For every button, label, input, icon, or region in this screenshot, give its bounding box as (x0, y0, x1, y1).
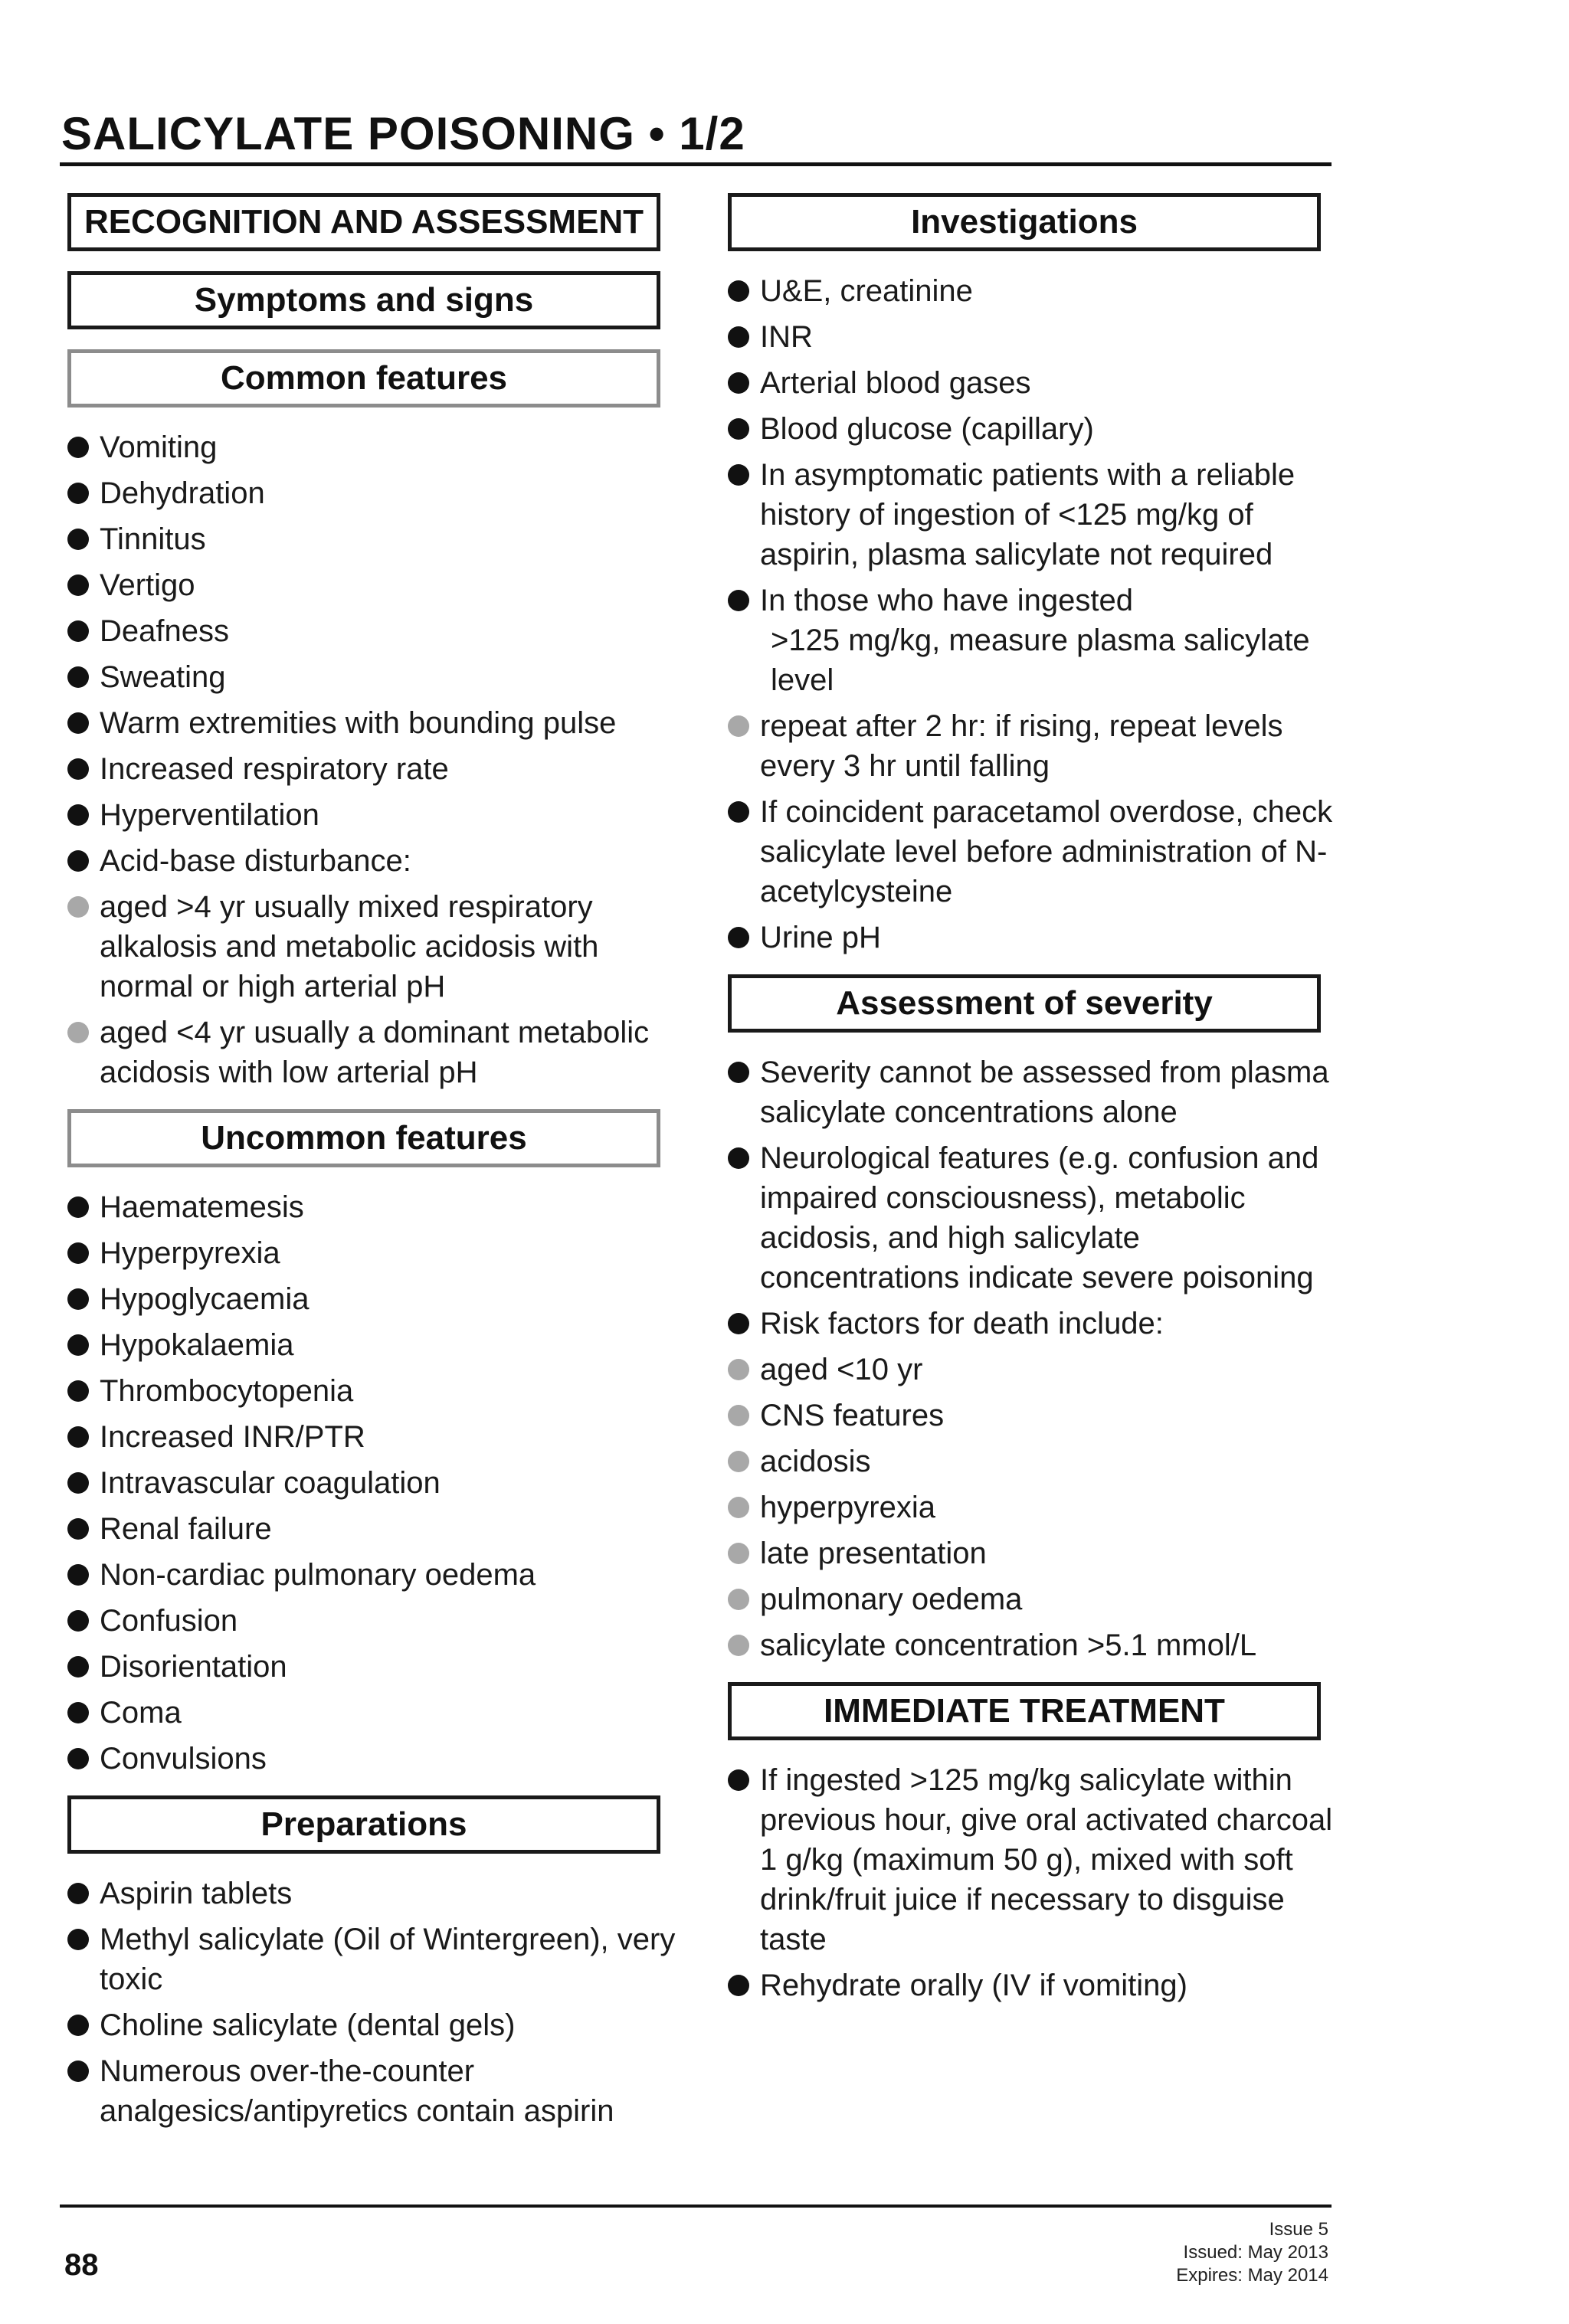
common-features-heading: Common features (67, 349, 660, 408)
immediate-treatment-heading: IMMEDIATE TREATMENT (728, 1682, 1321, 1740)
severity-list (728, 1052, 1341, 1665)
list-item: Severity cannot be assessed from plasma salicylate concentrations alone (728, 1052, 1341, 1132)
list-item: Thrombocytopenia (67, 1371, 680, 1411)
list-item: Increased respiratory rate (67, 749, 680, 789)
list-item: Increased INR/PTR (67, 1417, 680, 1457)
list-item: Hypoglycaemia (67, 1279, 680, 1319)
list-item: Choline salicylate (dental gels) (67, 2005, 680, 2045)
sub-list-item: repeat after 2 hr: if rising, repeat levels every 3 hr until falling (728, 706, 1341, 786)
assessment-severity-heading: Assessment of severity (728, 974, 1321, 1033)
list-item: Convulsions (67, 1739, 680, 1779)
list-item: Dehydration (67, 473, 680, 513)
list-item: Arterial blood gases (728, 363, 1341, 403)
symptoms-signs-heading: Symptoms and signs (67, 271, 660, 329)
list-item: Intravascular coagulation (67, 1463, 680, 1503)
list-item: Rehydrate orally (IV if vomiting) (728, 1966, 1341, 2005)
list-item: Methyl salicylate (Oil of Wintergreen), very toxic (67, 1920, 680, 1999)
recognition-assessment-heading: RECOGNITION AND ASSESSMENT (67, 193, 660, 251)
list-item: Hyperventilation (67, 795, 680, 835)
common-features-list (67, 427, 680, 1092)
issue-number: Issue 5 (1269, 2219, 1328, 2240)
page-number: 88 (64, 2248, 99, 2282)
list-item-text-continued: >125 mg/kg, measure plasma salicylate level (771, 624, 1310, 697)
uncommon-features-list (67, 1187, 680, 1779)
list-item: Disorientation (67, 1647, 680, 1687)
list-item: Blood glucose (capillary) (728, 409, 1341, 449)
sub-list-item: aged >4 yr usually mixed respiratory alkalosis and metabolic acidosis with normal or high arterial pH (67, 887, 680, 1007)
sub-list-item: salicylate concentration >5.1 mmol/L (728, 1625, 1341, 1665)
list-item: Tinnitus (67, 519, 680, 559)
sub-list-item: late presentation (728, 1534, 1341, 1573)
list-item: Warm extremities with bounding pulse (67, 703, 680, 743)
list-item: Vertigo (67, 565, 680, 605)
list-item: Urine pH (728, 918, 1341, 957)
list-item: In asymptomatic patients with a reliable history of ingestion of <125 mg/kg of aspirin, plasma salicylate not required (728, 455, 1341, 574)
footer-divider (60, 2205, 1332, 2208)
list-item: Acid-base disturbance: (67, 841, 680, 881)
uncommon-features-heading: Uncommon features (67, 1109, 660, 1167)
list-item: If ingested >125 mg/kg salicylate within previous hour, give oral activated charcoal 1 g/kg (maximum 50 g), mixed with soft drink/fruit juice if necessary to disguise taste (728, 1760, 1341, 1959)
list-item: Numerous over-the-counter analgesics/antipyretics contain aspirin (67, 2051, 680, 2131)
list-item: If coincident paracetamol overdose, check salicylate level before administration of N-acetylcysteine (728, 792, 1341, 912)
sub-list-item: aged <10 yr (728, 1350, 1341, 1389)
list-item: Non-cardiac pulmonary oedema (67, 1555, 680, 1595)
list-item: U&E, creatinine (728, 271, 1341, 311)
sub-list-item: acidosis (728, 1442, 1341, 1481)
issue-info (1176, 2218, 1328, 2287)
list-item-text: In those who have ingested (760, 584, 1134, 617)
investigations-heading: Investigations (728, 193, 1321, 251)
sub-list-item: hyperpyrexia (728, 1488, 1341, 1527)
treatment-list (728, 1760, 1341, 2005)
list-item: INR (728, 317, 1341, 357)
list-item: Neurological features (e.g. confusion and impaired consciousness), metabolic acidosis, and high salicylate concentrations indicate severe poisoning (728, 1138, 1341, 1298)
list-item: Haematemesis (67, 1187, 680, 1227)
list-item: Deafness (67, 611, 680, 651)
sub-list-item: pulmonary oedema (728, 1579, 1341, 1619)
list-item: Aspirin tablets (67, 1874, 680, 1913)
list-item: Risk factors for death include: (728, 1304, 1341, 1344)
expiry-date: Expires: May 2014 (1176, 2265, 1328, 2286)
list-item: Confusion (67, 1601, 680, 1641)
list-item: Hyperpyrexia (67, 1233, 680, 1273)
list-item: Coma (67, 1693, 680, 1733)
title-divider (60, 162, 1332, 166)
page-title: SALICYLATE POISONING • 1/2 (61, 108, 745, 159)
list-item: Vomiting (67, 427, 680, 467)
right-column (728, 193, 1341, 2022)
list-item: Renal failure (67, 1509, 680, 1549)
preparations-heading: Preparations (67, 1795, 660, 1854)
preparations-list (67, 1874, 680, 2131)
list-item (728, 581, 1341, 700)
investigations-list (728, 271, 1341, 957)
sub-list-item: CNS features (728, 1396, 1341, 1435)
sub-list-item: aged <4 yr usually a dominant metabolic acidosis with low arterial pH (67, 1013, 680, 1092)
left-column (67, 193, 680, 2148)
list-item: Hypokalaemia (67, 1325, 680, 1365)
issued-date: Issued: May 2013 (1183, 2242, 1328, 2263)
list-item: Sweating (67, 657, 680, 697)
